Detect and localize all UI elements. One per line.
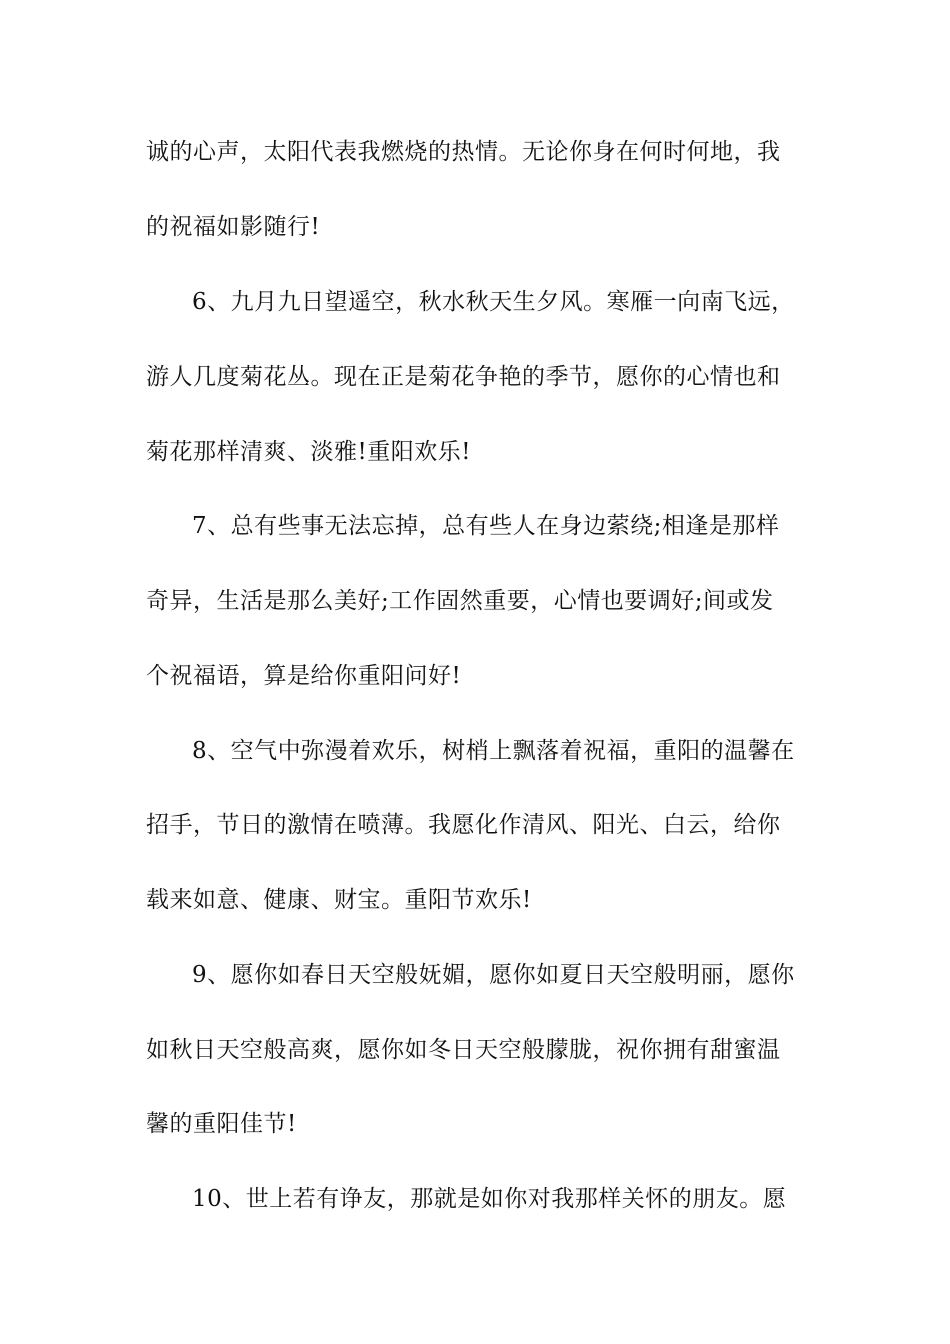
text-line: 馨的重阳佳节! [146,1111,297,1137]
text-line: 的祝福如影随行! [146,214,321,240]
text-line: 招手，节日的激情在喷薄。我愿化作清风、阳光、白云，给你 [146,812,781,838]
text-line: 个祝福语，算是给你重阳问好! [146,663,462,689]
text-line: 如秋日天空般高爽，愿你如冬日天空般朦胧，祝你拥有甜蜜温 [146,1037,781,1063]
paragraph-start-line: 8、空气中弥漫着欢乐，树梢上飘落着祝福，重阳的温馨在 [192,738,795,764]
text-line: 诚的心声，太阳代表我燃烧的热情。无论你身在何时何地，我 [146,139,781,165]
paragraph-start-line: 6、九月九日望遥空，秋水秋天生夕风。寒雁一向南飞远， [192,289,795,315]
paragraph-start-line: 10、世上若有诤友，那就是如你对我那样关怀的朋友。愿 [192,1186,787,1212]
text-line: 奇异，生活是那么美好;工作固然重要，心情也要调好;间或发 [146,588,774,614]
text-line: 菊花那样清爽、淡雅!重阳欢乐! [146,439,471,465]
paragraph-start-line: 7、总有些事无法忘掉，总有些人在身边萦绕;相逢是那样 [192,513,780,539]
text-line: 载来如意、健康、财宝。重阳节欢乐! [146,887,532,913]
text-line: 游人几度菊花丛。现在正是菊花争艳的季节，愿你的心情也和 [146,364,781,390]
paragraph-start-line: 9、愿你如春日天空般妩媚，愿你如夏日天空般明丽，愿你 [192,962,795,988]
